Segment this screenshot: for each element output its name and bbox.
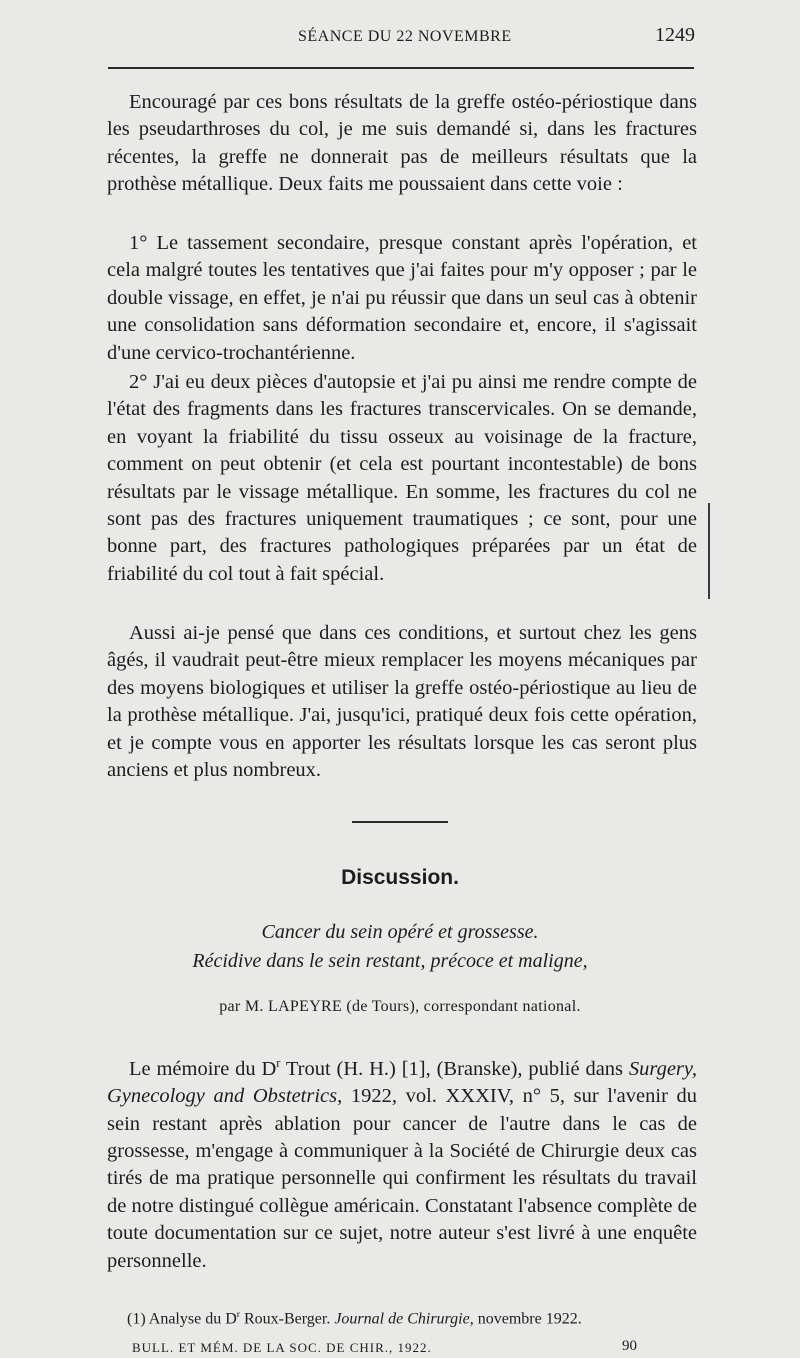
page-number: 1249 [655, 24, 695, 46]
footnote-author: Roux-Berger. [239, 1310, 335, 1328]
footnote-superscript: r [236, 1309, 240, 1320]
footnote [127, 1309, 582, 1328]
bulletin-footer: BULL. ET MÉM. DE LA SOC. DE CHIR., 1922. [132, 1340, 432, 1355]
article-title-line-2: Récidive dans le sein restant, précoce et maligne, [192, 950, 588, 972]
memoire-text-rest: , 1922, vol. XXXIV, n° 5, sur l'avenir du sein restant après ablation pour cancer de l'autre dans le cas de grossesse, m'engage à communiquer à la Société de Chirurgie deux cas tirés de ma pratique personnelle qui confirment les résultats du travail de notre distingué collègue américain. Constatant l'absence complète de toute documentation sur ce sujet, notre auteur s'est livré à une enquête personnelle. [107, 1085, 697, 1272]
section-title: Discussion. [341, 866, 459, 889]
footnote-text-start: (1) Analyse du D [127, 1310, 237, 1328]
paragraph-memoire [107, 1050, 697, 1275]
footnote-journal: Journal de Chirurgie [334, 1310, 470, 1328]
journal-title: Surgery, Gynecology and Obstetrics [107, 1057, 697, 1108]
memoire-text-ref: Trout (H. H.) [1], (Branske), publié dans [280, 1057, 629, 1080]
header-rule [108, 67, 694, 69]
section-separator [352, 821, 448, 823]
margin-mark [708, 503, 710, 599]
paragraph-tassement: 1° Le tassement secondaire, presque constant après l'opération, et cela malgré toutes les tentatives que j'ai faites pour m'y opposer ; par le double vissage, en effet, je n'ai pu réussir que dans un seul cas à obtenir une consolidation sans déformation secondaire et, encore, il s'agissait d'une cervico-trochantérienne. [107, 232, 697, 364]
article-title-line-1: Cancer du sein opéré et grossesse. [261, 921, 539, 943]
author-byline: par M. LAPEYRE (de Tours), correspondant national. [219, 998, 581, 1015]
sheet-number: 90 [622, 1338, 637, 1354]
memoire-text-start: Le mémoire du D [129, 1057, 277, 1080]
paragraph-greffe: Encouragé par ces bons résultats de la greffe ostéo-périostique dans les pseudarthroses du col, je me suis demandé si, dans les fractures récentes, la greffe ne donnerait pas de meilleurs résultats que la prothèse métallique. Deux faits me poussaient dans cette voie : [107, 91, 697, 196]
paragraph-conclusion: Aussi ai-je pensé que dans ces conditions, et surtout chez les gens âgés, il vaudrait peut-être mieux remplacer les moyens mécaniques par des moyens biologiques et utiliser la greffe ostéo-périostique au lieu de la prothèse métallique. J'ai, jusqu'ici, pratiqué deux fois cette opération, et je compte vous en apporter les résultats lorsque les cas seront plus anciens et plus nombreux. [107, 622, 697, 782]
paragraph-autopsie: 2° J'ai eu deux pièces d'autopsie et j'ai pu ainsi me rendre compte de l'état des fragments dans les fractures transcervicales. On se demande, en voyant la friabilité du tissu osseux au voisinage de la fracture, comment on peut obtenir (et cela est pourtant incontestable) de bons résultats par le vissage métallique. En somme, les fractures du col ne sont pas des fractures uniquement traumatiques ; ce sont, pour une bonne part, des fractures pathologiques préparées par un état de friabilité du col tout à fait spécial. [107, 371, 697, 585]
running-header: SÉANCE DU 22 NOVEMBRE [298, 28, 512, 45]
footnote-date: , novembre 1922. [469, 1310, 582, 1328]
doctor-superscript: r [276, 1056, 281, 1070]
